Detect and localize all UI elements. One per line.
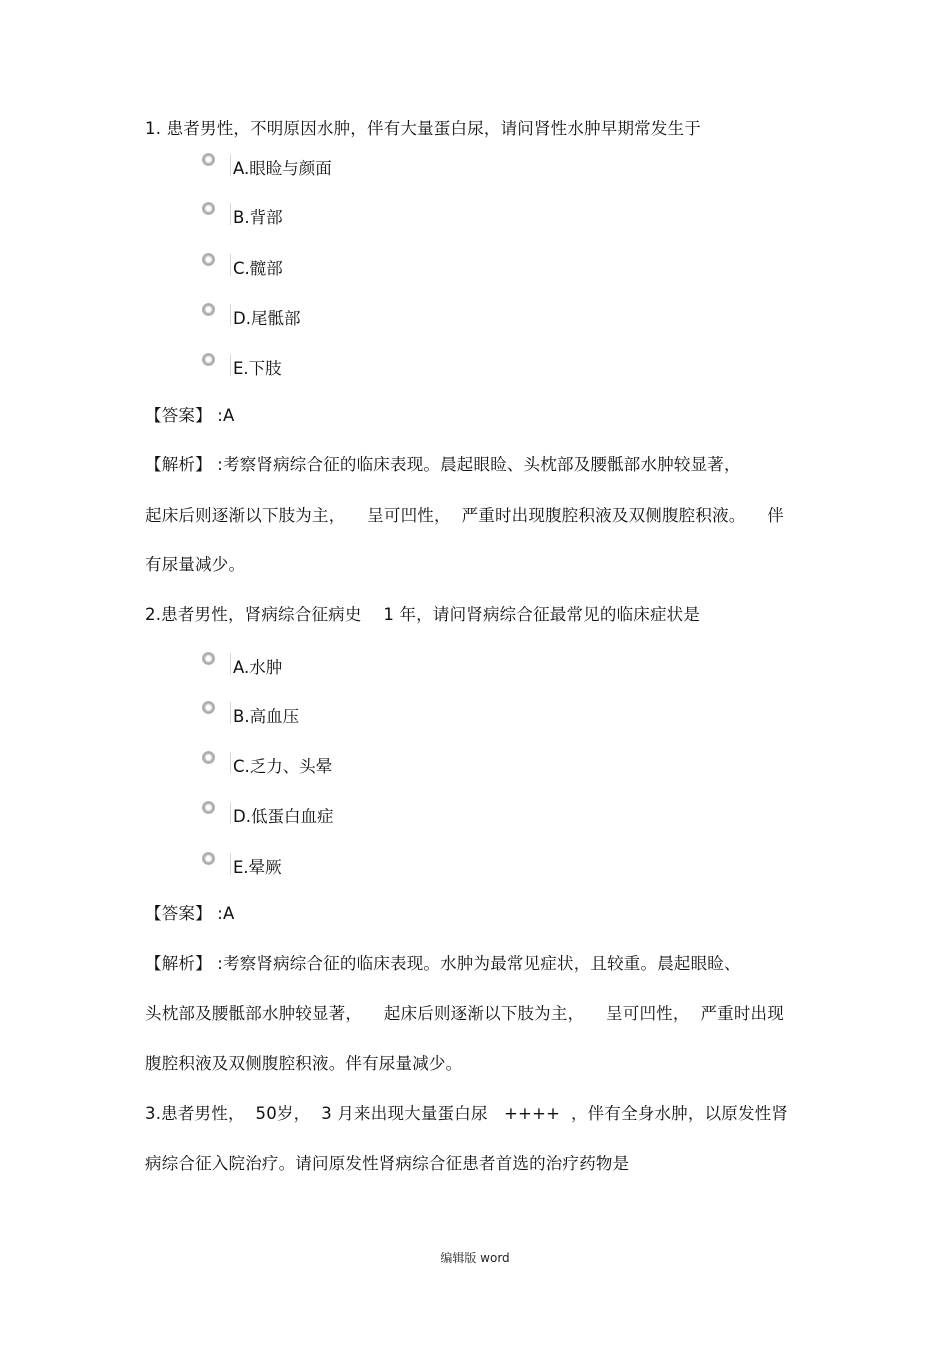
question-3-stem-line-1: 3.患者男性， 50岁， 3 月来出现大量蛋白尿 ++++ ，伴有全身水肿，以原发性肾 <box>145 1104 789 1123</box>
question-3-stem-line-2: 病综合征入院治疗。请问原发性肾病综合征患者首选的治疗药物是 <box>145 1154 630 1173</box>
question-1-option-b[interactable] <box>200 201 283 225</box>
option-label: A.水肿 <box>233 658 283 677</box>
radio-icon[interactable] <box>200 201 222 225</box>
question-1-analysis-line-3: 有尿量减少。 <box>145 555 246 574</box>
page-footer: 编辑版 word <box>440 1251 510 1265</box>
question-2-stem: 2.患者男性，肾病综合征病史 1 年，请问肾病综合征最常见的临床症状是 <box>145 605 701 624</box>
radio-icon[interactable] <box>200 152 222 176</box>
question-1-option-c[interactable] <box>200 252 283 276</box>
radio-icon[interactable] <box>200 252 222 276</box>
option-label: A.眼睑与颜面 <box>233 159 332 178</box>
radio-icon[interactable] <box>200 651 222 675</box>
question-1-option-d[interactable] <box>200 302 300 326</box>
radio-icon[interactable] <box>200 700 222 724</box>
option-label: B.背部 <box>233 208 283 227</box>
question-1-option-a[interactable] <box>200 152 332 176</box>
question-2-analysis-line-2: 头枕部及腰骶部水肿较显著， 起床后则逐渐以下肢为主， 呈可凹性， 严重时出现 <box>145 1004 784 1023</box>
radio-icon[interactable] <box>200 851 222 875</box>
radio-icon[interactable] <box>200 800 222 824</box>
option-label: C.髋部 <box>233 259 283 278</box>
radio-icon[interactable] <box>200 302 222 326</box>
question-2-option-d[interactable] <box>200 800 333 824</box>
option-label: D.低蛋白血症 <box>233 807 334 826</box>
option-label: B.高血压 <box>233 707 300 726</box>
question-2-answer: 【答案】 :A <box>145 904 235 923</box>
question-1-analysis-line-2: 起床后则逐渐以下肢为主， 呈可凹性， 严重时出现腹腔积液及双侧腹腔积液。 伴 <box>145 506 784 525</box>
question-2-option-c[interactable] <box>200 750 332 774</box>
option-label: D.尾骶部 <box>233 309 301 328</box>
question-1-stem: 1. 患者男性，不明原因水肿，伴有大量蛋白尿，请问肾性水肿早期常发生于 <box>145 119 701 138</box>
question-2-option-e[interactable] <box>200 851 282 875</box>
question-2-option-a[interactable] <box>200 651 282 675</box>
question-2-analysis-line-1: 【解析】 :考察肾病综合征的临床表现。水肿为最常见症状，且较重。晨起眼睑、 <box>145 954 741 973</box>
radio-icon[interactable] <box>200 750 222 774</box>
question-1-answer: 【答案】 :A <box>145 406 235 425</box>
radio-icon[interactable] <box>200 352 222 376</box>
question-1-option-e[interactable] <box>200 352 282 376</box>
option-label: C.乏力、头晕 <box>233 757 333 776</box>
question-2-analysis-line-3: 腹腔积液及双侧腹腔积液。伴有尿量减少。 <box>145 1054 463 1073</box>
option-label: E.下肢 <box>233 359 282 378</box>
question-1-analysis-line-1: 【解析】 :考察肾病综合征的临床表现。晨起眼睑、头枕部及腰骶部水肿较显著， <box>145 455 741 474</box>
question-2-option-b[interactable] <box>200 700 299 724</box>
option-label: E.晕厥 <box>233 858 282 877</box>
